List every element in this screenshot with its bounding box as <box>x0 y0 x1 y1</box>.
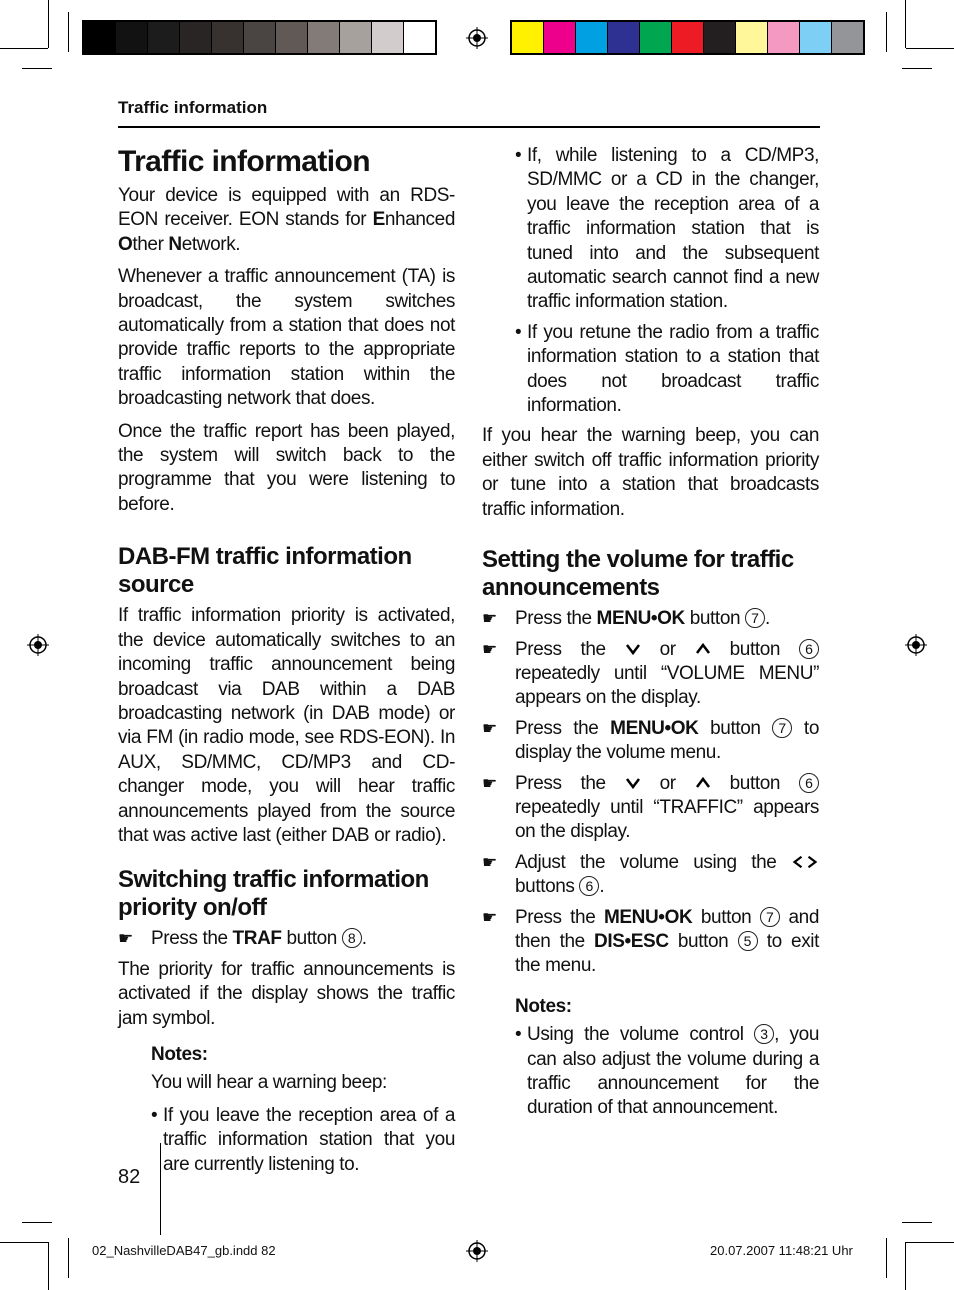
grayscale-color-bar <box>82 20 437 55</box>
color-swatch <box>768 22 800 53</box>
registration-mark-icon <box>905 634 927 656</box>
page-number-rule <box>160 1143 161 1235</box>
page-title: Traffic information <box>118 145 370 178</box>
registration-mark-icon <box>27 634 49 656</box>
process-color-bar <box>510 20 865 55</box>
color-swatch <box>116 22 148 53</box>
page-number: 82 <box>118 1166 141 1188</box>
crop-mark <box>48 0 49 48</box>
crop-mark <box>906 1242 954 1243</box>
color-swatch <box>148 22 180 53</box>
registration-mark-icon <box>466 27 488 49</box>
switch-heading: Switching traffic information priority on/off <box>118 866 429 922</box>
crop-mark <box>68 1238 69 1278</box>
crop-mark <box>905 0 906 48</box>
color-swatch <box>180 22 212 53</box>
step-3: ☛ Press the MENU•OK button 7 to display the volume menu. <box>482 717 819 764</box>
volume-heading: Setting the volume for traffic announcements <box>482 546 794 602</box>
notes-title: Notes: <box>515 995 572 1017</box>
crop-mark <box>48 1242 49 1290</box>
chevron-right-icon <box>805 855 819 869</box>
button-number-badge: 6 <box>579 876 599 896</box>
volume-notes <box>515 995 819 1121</box>
pointing-hand-icon: ☛ <box>118 929 133 949</box>
color-swatch <box>308 22 340 53</box>
color-swatch <box>512 22 544 53</box>
chevron-left-icon <box>791 855 805 869</box>
header-rule <box>118 126 820 128</box>
color-swatch <box>276 22 308 53</box>
note-item: • If you leave the reception area of a traffic information station that you are currently listening to. <box>151 1104 455 1175</box>
notes-title: Notes: <box>151 1043 208 1065</box>
button-number-badge: 3 <box>754 1024 774 1044</box>
button-number-badge: 6 <box>799 639 819 659</box>
pointing-hand-icon: ☛ <box>482 773 497 793</box>
crop-mark <box>0 1242 48 1243</box>
pointing-hand-icon: ☛ <box>482 609 497 629</box>
button-number-badge: 8 <box>342 928 362 948</box>
notes-intro: You will hear a warning beep: <box>151 1072 387 1094</box>
button-number-badge: 5 <box>738 931 758 951</box>
crop-mark <box>0 48 48 49</box>
color-swatch <box>340 22 372 53</box>
chevron-down-icon <box>625 776 641 790</box>
step-traf: ☛ Press the TRAF button 8 . <box>118 927 455 951</box>
pointing-hand-icon: ☛ <box>482 907 497 927</box>
color-swatch <box>608 22 640 53</box>
left-column <box>118 144 455 1183</box>
color-swatch <box>736 22 768 53</box>
color-swatch <box>372 22 404 53</box>
step-4: ☛ Press the or button 6 repeatedly until “TRAFFIC” appears on the display. <box>482 772 819 843</box>
color-swatch <box>672 22 704 53</box>
color-swatch <box>800 22 832 53</box>
priority-paragraph: The priority for traffic announcements is activated if the display shows the traffic jam symbol. <box>118 958 455 1029</box>
note-item: • If, while listening to a CD/MP3, SD/MMC or a CD in the changer, you leave the reception area of a traffic information station that is tuned into and the subsequent automatic search cannot find a new traffic information station. <box>515 145 819 313</box>
return-paragraph: Once the traffic report has been played, the system will switch back to the programme that you were listening to before. <box>118 420 455 515</box>
crop-mark <box>902 1222 932 1223</box>
step-1: ☛ Press the MENU•OK button 7 . <box>482 607 819 631</box>
crop-mark <box>886 12 887 52</box>
crop-mark <box>68 12 69 52</box>
button-number-badge: 7 <box>772 718 792 738</box>
color-swatch <box>244 22 276 53</box>
registration-mark-icon <box>466 1240 488 1262</box>
color-swatch <box>832 22 863 53</box>
notes-block <box>151 1043 455 1177</box>
button-number-badge: 7 <box>745 608 765 628</box>
color-swatch <box>544 22 576 53</box>
crop-mark <box>902 68 932 69</box>
color-swatch <box>212 22 244 53</box>
step-6: ☛ Press the MENU•OK button 7 and then the DIS•ESC button 5 to exit the menu. <box>482 906 819 977</box>
color-swatch <box>576 22 608 53</box>
crop-mark <box>886 1238 887 1278</box>
ta-paragraph: Whenever a traffic announcement (TA) is broadcast, the system switches automatically from a station that does not provide traffic reports to the appropriate traffic information station within the broadcasting network that does. <box>118 266 455 410</box>
right-column <box>482 144 819 1127</box>
dab-heading: DAB-FM traffic information source <box>118 543 412 599</box>
crop-mark <box>906 48 954 49</box>
button-number-badge: 6 <box>799 773 819 793</box>
crop-mark <box>22 68 52 69</box>
pointing-hand-icon: ☛ <box>482 718 497 738</box>
running-head: Traffic information <box>118 98 268 117</box>
warning-paragraph: If you hear the warning beep, you can either switch off traffic information priority or tune into a station that broadcasts traffic information. <box>482 425 819 520</box>
chevron-up-icon <box>695 776 711 790</box>
color-swatch <box>404 22 435 53</box>
pointing-hand-icon: ☛ <box>482 852 497 872</box>
notes-continued <box>515 144 819 418</box>
chevron-down-icon <box>625 642 641 656</box>
note-item: • Using the volume control 3 , you can also adjust the volume during a traffic announcement for the duration of that announcement. <box>515 1024 819 1119</box>
pointing-hand-icon: ☛ <box>482 639 497 659</box>
chevron-up-icon <box>695 642 711 656</box>
color-swatch <box>640 22 672 53</box>
crop-mark <box>905 1242 906 1290</box>
footer-filename: 02_NashvilleDAB47_gb.indd 82 <box>92 1243 276 1258</box>
button-number-badge: 7 <box>760 907 780 927</box>
crop-mark <box>22 1222 52 1223</box>
dab-paragraph: If traffic information priority is activated, the device automatically switches to an incoming traffic announcement being broadcast via DAB within a DAB broadcasting network (in DAB mode) or via FM (in radio mode, see RDS-EON). In AUX, SD/MMC, CD/MP3 and CD-changer mode, you will hear traffic announcements played from the source that was active last (either DAB or radio). <box>118 605 455 846</box>
color-swatch <box>84 22 116 53</box>
note-item: • If you retune the radio from a traffic information station to a station that does not broadcast traffic information. <box>515 321 819 417</box>
step-5: ☛ Adjust the volume using the buttons 6 . <box>482 851 819 900</box>
step-2: ☛ Press the or button 6 repeatedly until “VOLUME MENU” appears on the display. <box>482 638 819 709</box>
intro-paragraph: Your device is equipped with an RDS-EON receiver. EON stands for Enhanced Other Network. <box>118 185 455 255</box>
footer-timestamp: 20.07.2007 11:48:21 Uhr <box>710 1243 853 1258</box>
color-swatch <box>704 22 736 53</box>
